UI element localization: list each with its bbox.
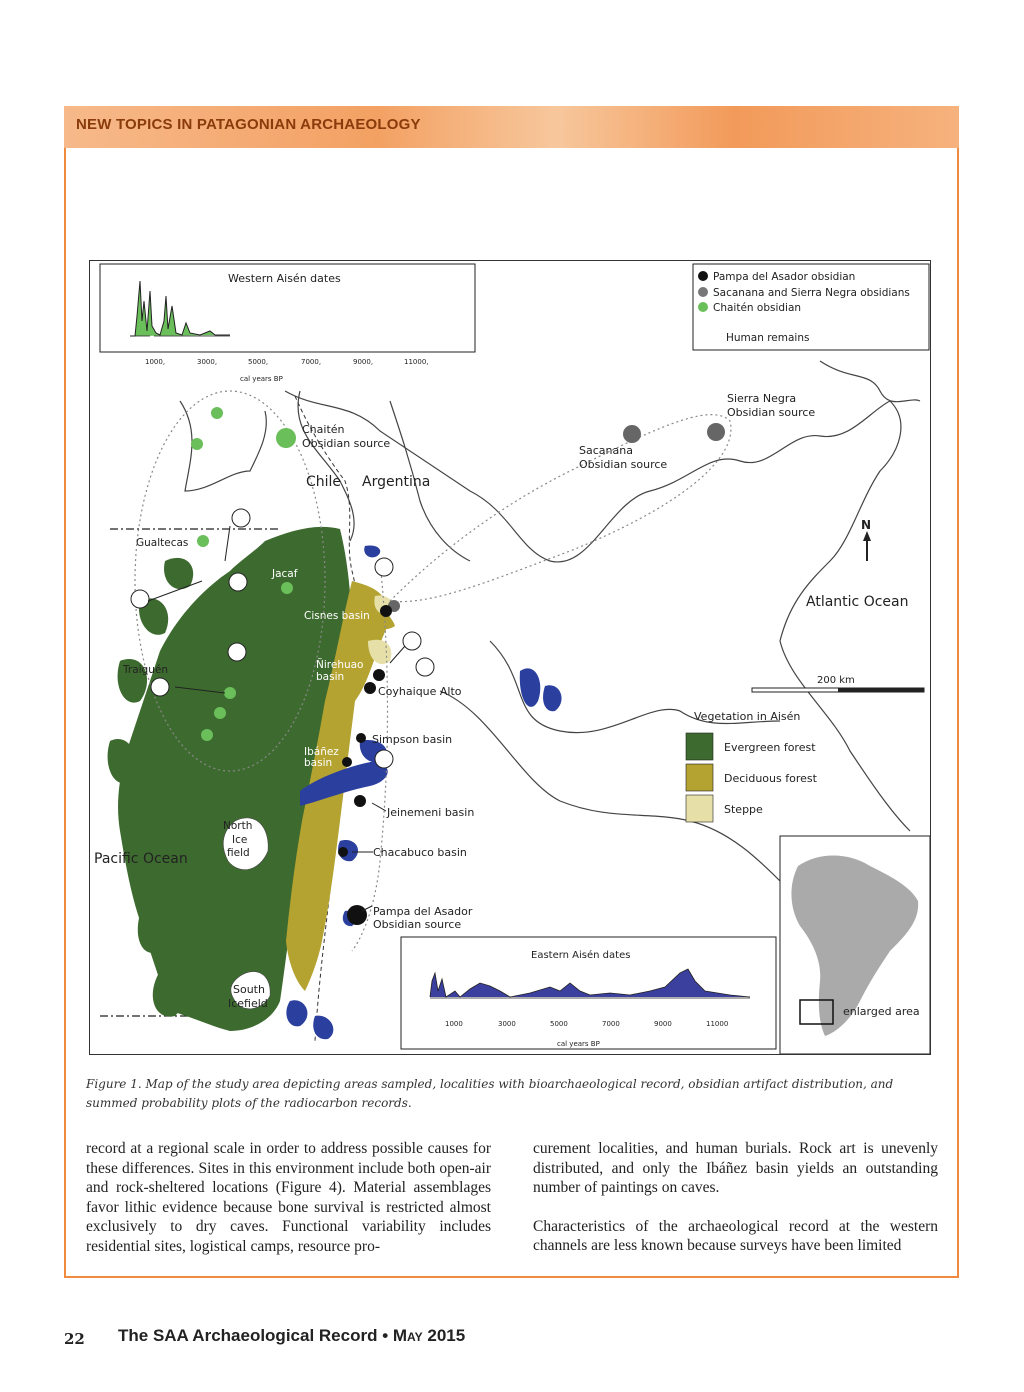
svg-text:Obsidian source: Obsidian source [373,918,462,931]
western-tick: 3000, [197,358,218,366]
svg-text:Traiguén: Traiguén [123,664,168,676]
page-number: 22 [64,1330,85,1348]
paragraph: record at a regional scale in order to address possible causes for these differences. Sites in this environment include both open-air and rock-sheltered locations (Figure 4). Material assemblages favor lithic evidence because bone survival is restricted almost exclusively to dry caves. Functional variability includes residential sites, logistical camps, resource pro- [86,1140,491,1255]
svg-text:Sacanana: Sacanana [579,444,633,457]
svg-text:basin: basin [304,757,333,769]
journal-title: The SAA Archaeological Record • May 2015 [118,1326,466,1345]
ocean-label-pacific: Pacific Ocean [94,851,188,867]
svg-text:Pampa del Asador: Pampa del Asador [373,905,473,918]
vegetation-item: Evergreen forest [724,741,816,754]
svg-text:Coyhaique Alto: Coyhaique Alto [378,685,462,698]
scale-label: 200 km [817,675,855,686]
svg-text:Simpson basin: Simpson basin [372,733,453,746]
svg-text:Gualtecas: Gualtecas [136,537,189,549]
eastern-xlabel: cal years BP [557,1040,600,1048]
legend-sacanana: Sacanana and Sierra Negra obsidians [713,287,910,299]
svg-text:Ibáñez: Ibáñez [304,746,339,758]
svg-text:Cisnes basin: Cisnes basin [304,610,370,622]
western-tick: 9000, [353,358,374,366]
vegetation-title: Vegetation in Aisén [694,710,801,723]
eastern-tick: 11000 [706,1020,729,1028]
svg-text:Jeinemeni basin: Jeinemeni basin [387,806,475,819]
svg-text:field: field [227,847,250,859]
figure-caption: Figure 1. Map of the study area depicting areas sampled, localities with bioarchaeological record, obsidian artifact distribution, and summed probability plots of the radiocarbon records. [86,1077,894,1110]
svg-text:Jacaf: Jacaf [272,568,298,580]
section-title: NEW TOPICS IN PATAGONIAN ARCHAEOLOGY [76,116,421,133]
svg-text:North: North [223,820,253,832]
svg-text:Obsidian source: Obsidian source [727,406,816,419]
eastern-tick: 1000 [445,1020,463,1028]
svg-text:Chaitén: Chaitén [302,423,345,436]
eastern-plot-title: Eastern Aisén dates [531,950,631,961]
svg-text:Ñirehuao: Ñirehuao [316,659,364,671]
eastern-tick: 9000 [654,1020,672,1028]
country-label-chile: Chile [306,474,342,490]
vegetation-item: Steppe [724,803,763,816]
svg-text:Chacabuco basin: Chacabuco basin [373,846,467,859]
eastern-tick: 7000 [602,1020,620,1028]
eastern-tick: 5000 [550,1020,568,1028]
north-label: N [861,518,872,532]
western-xlabel: cal years BP [240,375,283,383]
eastern-tick: 3000 [498,1020,516,1028]
paragraph: curement localities, and human burials. Rock art is unevenly distributed, and only the Ibáñez basin yields an outstanding number of paintings on caves. [533,1140,938,1197]
legend-human: Human remains [726,332,810,344]
western-tick: 7000, [301,358,322,366]
body-column-left [86,1139,491,1276]
vegetation-item: Deciduous forest [724,772,817,785]
western-tick: 5000, [248,358,269,366]
country-label-argentina: Argentina [362,474,431,490]
figure-map [89,260,931,1055]
svg-text:Ice: Ice [232,834,248,846]
map-svg [90,261,931,1055]
svg-text:Obsidian source: Obsidian source [302,437,391,450]
western-tick: 11000, [404,358,429,366]
western-plot-title: Western Aisén dates [228,272,341,285]
legend-pampa: Pampa del Asador obsidian [713,271,856,283]
legend-chaiten: Chaitén obsidian [713,302,802,314]
svg-text:Sierra Negra: Sierra Negra [727,392,797,405]
paragraph: Characteristics of the archaeological record at the western channels are less known because surveys have been limited [533,1217,938,1255]
svg-text:South: South [233,983,265,996]
svg-text:Obsidian source: Obsidian source [579,458,668,471]
western-tick: 1000, [145,358,166,366]
body-column-right [533,1139,938,1275]
svg-text:Icefield: Icefield [228,997,268,1010]
section-banner [64,106,959,148]
svg-text:enlarged area: enlarged area [843,1005,920,1018]
ocean-label-atlantic: Atlantic Ocean [806,594,909,610]
svg-text:basin: basin [316,671,345,683]
